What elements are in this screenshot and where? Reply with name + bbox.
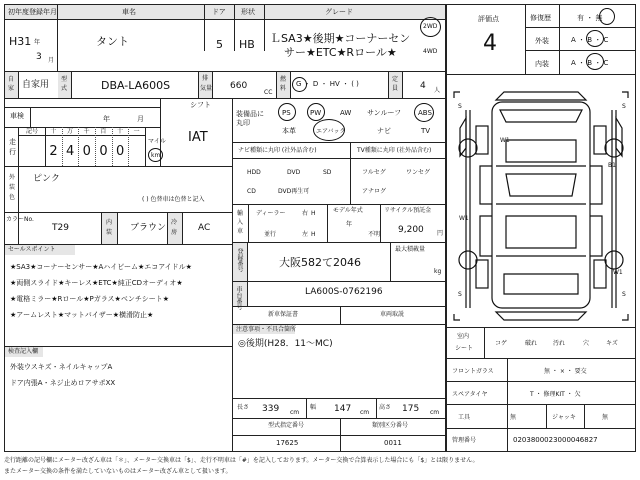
mileage-digit: 0 <box>116 144 125 159</box>
notes-label: 注意事項・不具合箇所 <box>236 326 297 333</box>
mileage-digit: 0 <box>99 144 108 159</box>
shift-label: シフト <box>190 101 211 109</box>
interior-options: A ・ B ・ C <box>571 59 609 67</box>
mile-label: マイル <box>148 138 166 145</box>
repair-options: 有 ・ 無 <box>577 14 603 22</box>
sales-point-line: ★電格ミラー★Rロール★Pガラス★ベンチシート★ <box>10 295 169 303</box>
mark-s-3: S <box>458 291 462 298</box>
mark-s-1: S <box>458 103 462 110</box>
shape-label: 形状 <box>241 8 255 16</box>
spare-options: T ・ 修理KIT ・ 欠 <box>530 391 581 398</box>
body-shape: HB <box>239 38 255 51</box>
grade-label: グレード <box>325 8 353 16</box>
mileage-unit-header: 一 <box>133 128 140 135</box>
footer-line-1: 走行距離の記号欄にメーター改ざん車は「＊」、メーター交換車は「$」、走行不明車は「#」を記入しております。メーター交換で合算表示した場合にも「$」とは限りません。 <box>4 457 479 464</box>
equip-abs: ABS <box>418 109 432 117</box>
fuel-options: G ・ D ・ HV ・ ( ) <box>296 80 359 88</box>
mileage-unit-header: 十 <box>50 128 57 135</box>
interior-color: ブラウン <box>130 223 167 233</box>
mark-w1-rear: W1 <box>613 269 623 276</box>
color-note: ( ) 色替車は色替と記入 <box>142 196 205 203</box>
mark-w1-left: W1 <box>459 215 469 222</box>
inspection-label: 車検 <box>10 112 24 120</box>
type-approval: 17625 <box>276 439 299 447</box>
door-count: 5 <box>216 38 223 51</box>
usage: 自家用 <box>22 80 50 90</box>
mark-w1-front-left: W1 <box>500 137 510 144</box>
sales-point-line: ★両側スライド★キーレス★ETC★純正CDオーディオ★ <box>10 279 183 287</box>
model-code: DBA-LA600S <box>101 79 171 92</box>
mileage-digit: 2 <box>49 144 58 159</box>
first-reg-era: H31 <box>9 35 32 48</box>
car-name-label: 車名 <box>122 8 136 16</box>
door-label: ドア <box>212 8 226 16</box>
mileage-unit-header: 百 <box>100 128 107 135</box>
footer-line-2: またメーター交換の条件を満たしていないものはメーター改ざん車として扱います。 <box>4 468 232 475</box>
equip-leather: 本革 <box>282 127 296 135</box>
grade-line-2: サー★ETC★Rロール★ <box>284 46 397 59</box>
sales-point-line: ★アームレスト★マットバイザー★横滑防止★ <box>10 311 154 319</box>
mileage-digit: 4 <box>66 144 75 159</box>
class-number: 0011 <box>384 439 402 447</box>
color-number: T29 <box>52 223 69 233</box>
exterior-color: ピンク <box>33 174 60 184</box>
equip-sunroof: サンルーフ <box>367 109 402 117</box>
length: 339 <box>262 404 280 414</box>
tools-value: 無 <box>510 414 517 421</box>
car-damage-diagram <box>448 88 634 324</box>
mileage-unit-header: 十 <box>117 128 124 135</box>
recycle-fee: 9,200 <box>398 225 424 235</box>
tv-title: TV種類に丸印 (社外品含む) <box>357 147 432 154</box>
car-name: タント <box>96 35 129 48</box>
exterior-options: A ・ B ・ C <box>571 36 609 44</box>
navi-title: ナビ種類に丸印 (社外品含む) <box>238 147 317 154</box>
plate-number: 大阪582て2046 <box>279 256 361 269</box>
drive-2wd: 2WD <box>423 23 438 30</box>
score-value: 4 <box>483 31 497 56</box>
notes-text: ◎後期(H28．11～MC) <box>238 339 333 349</box>
mileage-unit-header: 万 <box>67 128 74 135</box>
ac: AC <box>198 223 211 233</box>
mark-s-4: S <box>622 291 626 298</box>
sales-point-line: ★SA3★コーナーセンサー★Aハイビーム★エコアイドル★ <box>10 263 192 271</box>
mark-s-2: S <box>622 103 626 110</box>
width: 147 <box>334 404 352 414</box>
first-reg-month: 3 <box>36 52 42 62</box>
mileage-unit-header: 千 <box>83 128 90 135</box>
jack-value: 無 <box>602 414 609 421</box>
km-label: km <box>151 152 161 159</box>
first-reg-label: 初年度登録年月 <box>8 8 57 16</box>
shift-value: IAT <box>188 130 208 145</box>
chassis-number: LA600S-0762196 <box>305 287 383 297</box>
equip-navi: ナビ <box>377 127 391 135</box>
management-number: 0203800023000046827 <box>513 436 598 444</box>
equip-airbag: エアバック <box>316 128 346 135</box>
drive-4wd: 4WD <box>423 48 438 55</box>
equip-pw: PW <box>310 109 322 117</box>
height: 175 <box>402 404 420 414</box>
mark-b1: B1 <box>608 162 616 169</box>
glass-options: 無 ・ × ・ 要交 <box>544 368 587 375</box>
score-label: 評価点 <box>478 15 499 23</box>
equip-tv: TV <box>421 127 431 135</box>
sales-points-label: セールスポイント <box>8 246 56 253</box>
capacity: 4 <box>420 81 426 91</box>
inspector-note-line: 外装ウスキズ・ネイルキャップA <box>10 363 113 371</box>
grade-line-1: ＬSA3★後期★コーナーセン <box>270 32 411 45</box>
inspector-label: 検査記入欄 <box>8 348 39 355</box>
equip-aw: AW <box>340 109 352 117</box>
displacement: 660 <box>230 81 248 91</box>
inspector-note-line: ドア内張A・ネジ止めロアサポXX <box>10 379 116 387</box>
mileage-digit: 0 <box>82 144 91 159</box>
equip-ps: PS <box>282 109 291 117</box>
